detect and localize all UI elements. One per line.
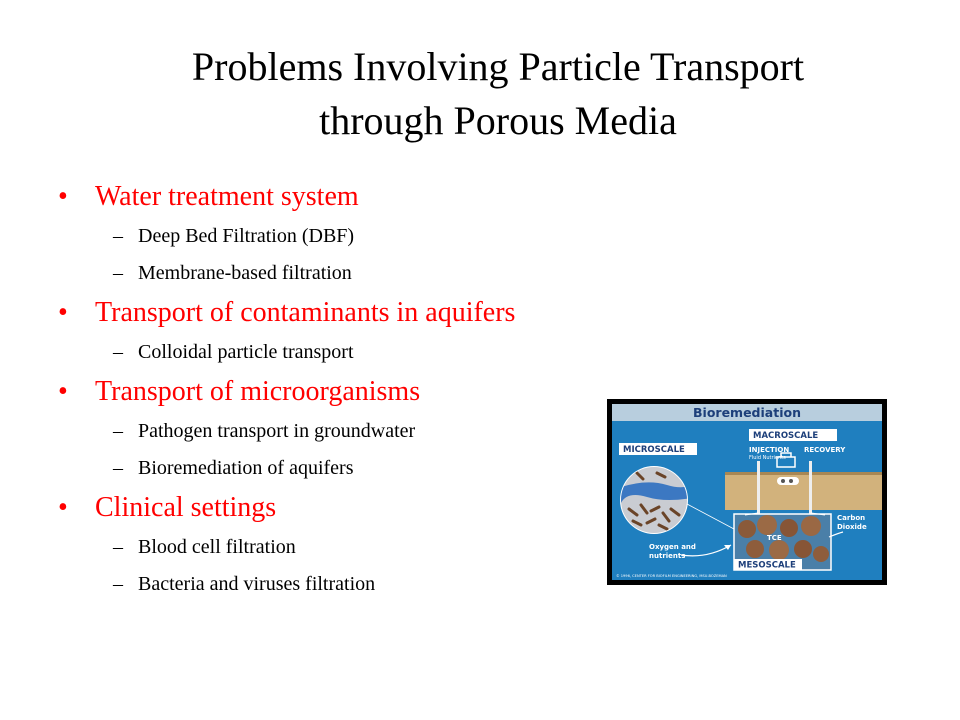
- valve-dot: [781, 479, 785, 483]
- bullet-clinical: • Clinical settings: [58, 487, 618, 529]
- bioremediation-figure: [607, 399, 887, 585]
- sub-bullet-bacteria: – Bacteria and viruses filtration: [58, 566, 618, 603]
- aeration-tank: [777, 477, 799, 485]
- sub-bullet-bioremediation: – Bioremediation of aquifers: [58, 450, 618, 487]
- sub-bullet-blood: – Blood cell filtration: [58, 529, 618, 566]
- sub-bullet-pathogen: – Pathogen transport in groundwater: [58, 413, 618, 450]
- sub-bullet-dbf: – Deep Bed Filtration (DBF): [58, 218, 618, 255]
- slide-title: [0, 40, 960, 148]
- macroscale-label: MACROSCALE: [753, 431, 819, 441]
- bullet-contaminants: • Transport of contaminants in aquifers: [58, 292, 618, 334]
- soil-grain: [746, 540, 764, 558]
- title-line-2: through Porous Media: [319, 98, 677, 143]
- soil-grain: [813, 546, 829, 562]
- bullet-microorganisms: • Transport of microorganisms: [58, 371, 618, 413]
- carbon-label-line2: Dioxide: [837, 523, 867, 531]
- soil-grain: [738, 520, 756, 538]
- title-line-1: Problems Involving Particle Transport: [191, 44, 805, 89]
- bullet-water-treatment: • Water treatment system: [58, 176, 618, 218]
- injection-label: INJECTION: [749, 446, 790, 454]
- valve-dot: [789, 479, 793, 483]
- tce-label: TCE: [767, 534, 782, 542]
- soil-grain: [769, 540, 789, 560]
- soil-grain: [794, 540, 812, 558]
- oxygen-label-line2: nutrients: [649, 552, 686, 560]
- soil-grain: [801, 516, 821, 536]
- soil-grain: [757, 515, 777, 535]
- mesoscale-label: MESOSCALE: [738, 560, 796, 571]
- injection-sublabel: Fluid Nutrients: [749, 455, 786, 461]
- oxygen-label-line1: Oxygen and: [649, 543, 696, 551]
- soil-surface: [725, 472, 882, 510]
- ground-line: [725, 472, 882, 475]
- bioremediation-diagram: [607, 399, 887, 585]
- sub-bullet-colloidal: – Colloidal particle transport: [58, 334, 618, 371]
- bullet-list: [58, 176, 618, 603]
- soil-grain: [780, 519, 798, 537]
- copyright-text: © 1996, CENTER FOR BIOFILM ENGINEERING, MSU-BOZEMAN: [616, 574, 727, 578]
- carbon-label-line1: Carbon: [837, 514, 866, 522]
- microscale-label: MICROSCALE: [623, 445, 685, 455]
- diagram-title: Bioremediation: [693, 405, 801, 420]
- recovery-label: RECOVERY: [804, 446, 846, 454]
- sub-bullet-membrane: – Membrane-based filtration: [58, 255, 618, 292]
